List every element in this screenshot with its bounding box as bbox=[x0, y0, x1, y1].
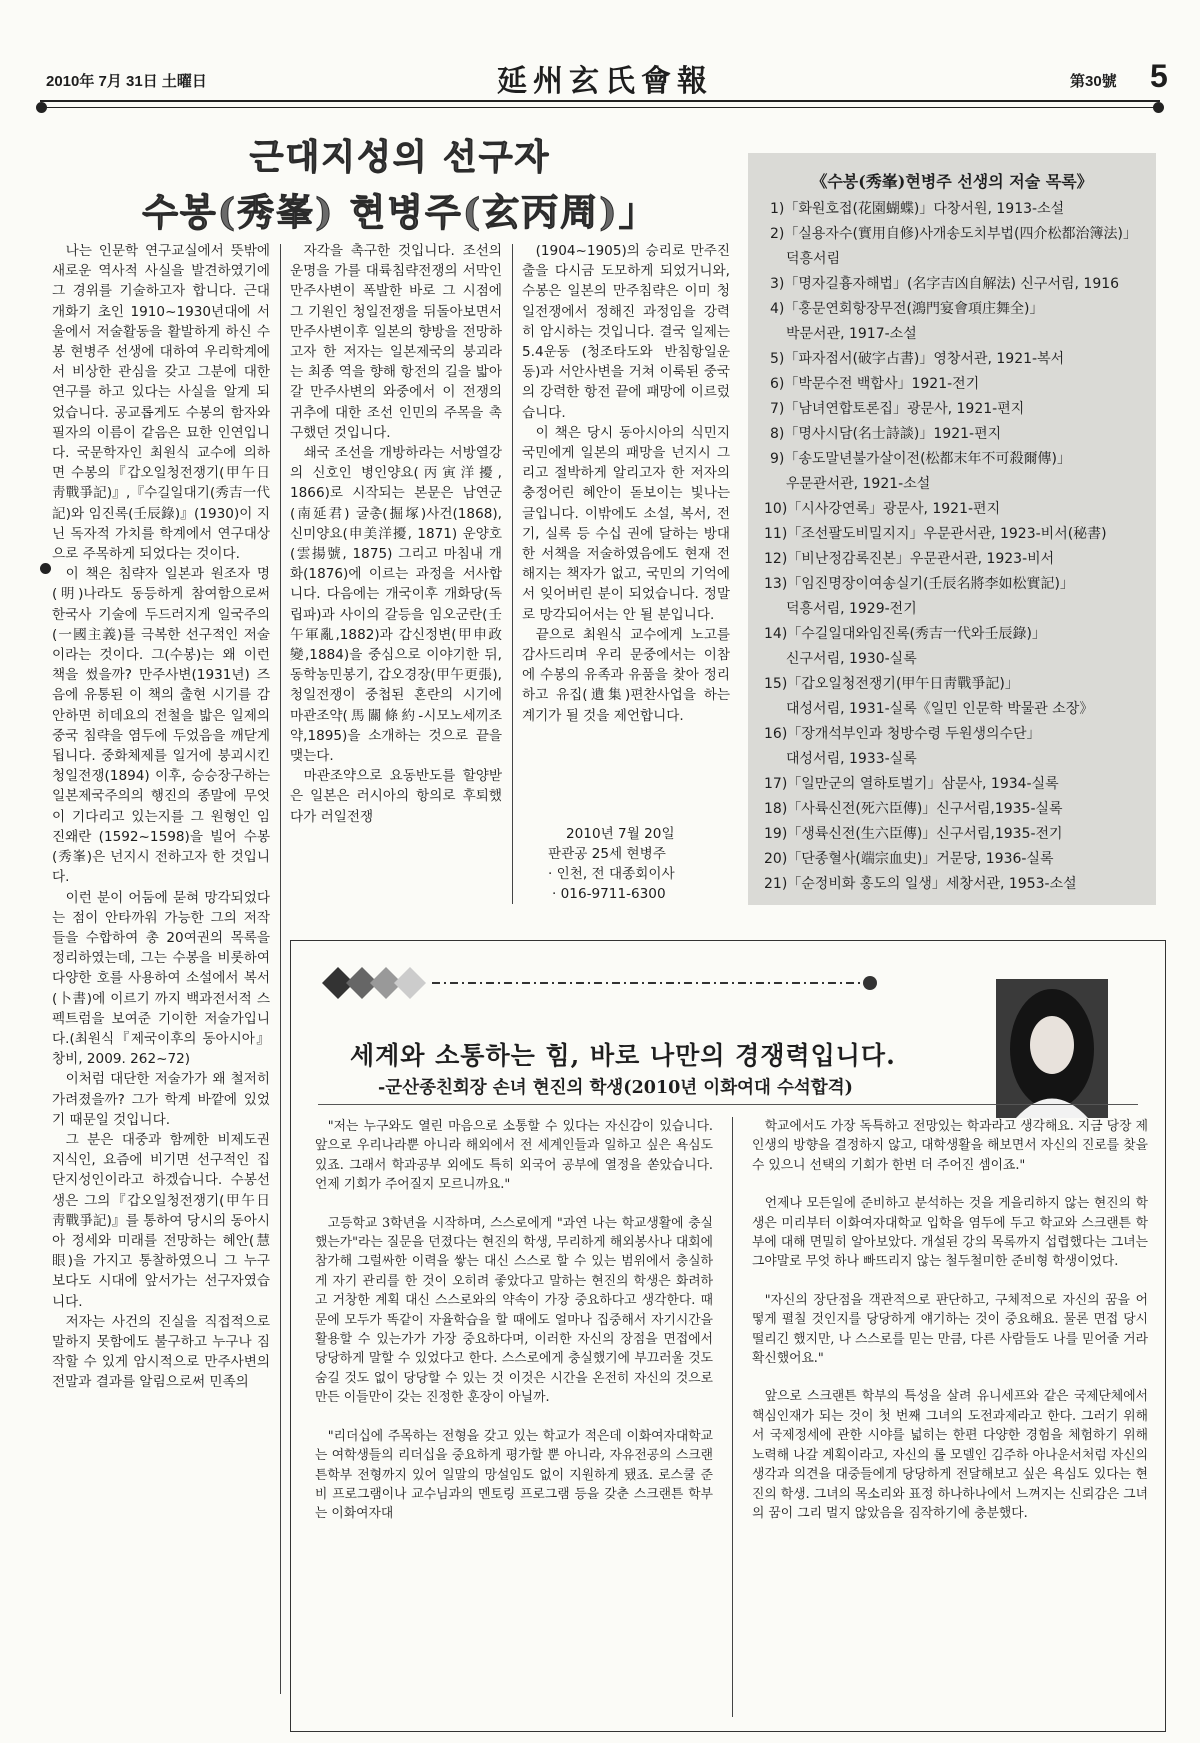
article-paragraph: (1904~1905)의 승리로 만주진출을 다시금 도모하게 되었거니와, 수봉은 일본의 만주침략은 이미 청일전쟁에서 정해진 과정임을 강력히 암시하는 것입니다. 결국 일제는 5.4운동 (청조타도와 반침항일운동)과 서안사변을 거쳐 이룩된 중국의 강력한 항전 끝에 패망에 이르렀습니다. bbox=[522, 243, 730, 421]
article-paragraph: 이 책은 침략자 일본과 원조자 명(明)나라도 동등하게 참여함으로써 한국사 기술에 두드러지게 일국주의(一國主義)를 극복한 선구적인 저술이라는 것이다. 그(수봉)는 왜 이런 책을 썼을까? 만주사변(1931년) 즈음에 유통된 이 책의 출현 시기를 감안하면 히데요의 전철을 밟은 일제의 중국 침략을 염두에 두었음을 깨닫게 됩니다. 중화체제를 일거에 붕괴시킨 청일전쟁(1894) 이후, 승승장구하는 일본제국주의의 행진의 종말에 무엇이 기다리고 있는지를 그 원형인 임진왜란 (1592~1598)을 빌어 수봉(秀峯)은 넌지시 전하고자 한 것입니다. bbox=[52, 566, 270, 886]
issue-date: 2010年 7月 31日 土曜日 bbox=[46, 73, 207, 90]
works-item: 1)「화원호접(花園蝴蝶)」다창서원, 1913-소설 bbox=[770, 201, 1065, 217]
works-item: 덕흥서림, 1929-전기 bbox=[786, 601, 917, 617]
works-list-title: 《수봉(秀峯)현병주 선생의 저술 목록》 bbox=[811, 172, 1093, 191]
works-item: 대성서림, 1931-실록《일민 인문학 박물관 소장》 bbox=[786, 701, 1094, 717]
interview-paragraph: 앞으로 스크랜튼 학부의 특성을 살려 유니세프와 같은 국제단체에서 핵심인재가 되는 것이 첫 번째 그녀의 도전과제라고 한다. 그러기 위해서 국제정세에 관한 시야를 넓히는 한편 다양한 경험을 체험하기 위해 노력해 나갈 계획이라고, 자신의 롤 모델인 김주하 아나운서처럼 자신의 생각과 의견을 대중들에게 당당하게 전달해보고 싶은 욕심도 있다는 현진의 학생. 그녀의 목소리와 표정 하나하나에서 느껴지는 신뢰감은 그녀의 꿈이 그리 멀지 않았음을 짐작하기에 충분했다. bbox=[752, 1389, 1148, 1521]
works-item: 박문서관, 1917-소설 bbox=[786, 326, 917, 342]
interview-paragraph: 학교에서도 가장 독특하고 전망있는 학과라고 생각해요. 지금 당장 제 인생의 방향을 결정하지 않고, 대학생활을 해보면서 자신의 진로를 찾을 수 있으니 선택의 기회가 한번 더 주어진 셈이죠." bbox=[752, 1119, 1148, 1173]
works-item: 16)「장개석부인과 청방수령 두원생의수단」 bbox=[764, 726, 1041, 742]
interview-subheadline: -군산종친회장 손녀 현진의 학생(2010년 이화여대 수석합격) bbox=[378, 1078, 853, 1098]
signature-name: 판관공 25세 현병주 bbox=[548, 846, 666, 862]
article-paragraph: 자각을 촉구한 것입니다. 조선의 운명을 가를 대륙침략전쟁의 서막인 만주사변이 폭발한 바로 그 시점에 그 기원인 청일전쟁을 뒤돌아보면서 만주사변이후 일본의 향방을 전망하고자 한 저자는 일본제국의 붕괴라는 최종 역을 향해 항전의 길을 밟아갈 만주사변의 와중에서 이 전쟁의 귀추에 대한 조선 인민의 주목을 촉구했던 것입니다. bbox=[290, 243, 502, 441]
rule-dot-right bbox=[1153, 102, 1164, 113]
article-paragraph: 그 분은 대중과 함께한 비제도권 지식인, 요즘에 비기면 선구적인 집단지성인이라고 하겠습니다. 수봉선생은 그의『갑오일청전쟁기(甲午日靑戰爭記)』를 통하여 당시의 동아시아 정세와 미래를 전망하는 혜안(慧眼)을 가지고 통찰하였으니 그 누구보다도 시대에 앞서가는 선구자였습니다. bbox=[52, 1131, 270, 1310]
works-item: 9)「송도말년불가살이전(松都末年不可殺爾傳)」 bbox=[770, 451, 1072, 467]
works-item: 17)「일만군의 열하토벌기」삼문사, 1934-실록 bbox=[764, 776, 1059, 792]
article-column-3 bbox=[522, 241, 730, 726]
works-item: 10)「시사강연록」광문사, 1921-편지 bbox=[764, 501, 1001, 517]
interview-rule bbox=[318, 1104, 1138, 1105]
column-marker-dot bbox=[40, 563, 51, 574]
article-paragraph: 나는 인문학 연구교실에서 뜻밖에 새로운 역사적 사실을 발견하였기에 그 경위를 기술하고자 합니다. 근대 개화기 초인 1910~1930년대에 서울에서 저술활동을 활발하게 하신 수봉 현병주 선생에 대하여 우리학계에서 비상한 관심을 갖고 그분에 대한 연구를 하고 있다는 사실을 알게 되었습니다. 공교롭게도 수봉의 함자와 필자의 이름이 같음은 묘한 인연입니다. 국문학자인 최원식 교수에 의하면 수봉의『갑오일청전쟁기(甲午日靑戰爭記)』,『수길일대기(秀吉一代記)와 임진록(壬辰錄)』(1930)이 지닌 독자적 가치를 학계에서 연구대상으로 주목하게 되었다는 것이다. bbox=[52, 243, 270, 563]
works-item: 2)「실용자수(實用自修)사개송도치부법(四介松都治簿法)」 bbox=[770, 226, 1137, 242]
article-paragraph: 이런 분이 어둠에 묻혀 망각되었다는 점이 안타까워 가능한 그의 저작들을 수합하여 총 20여권의 목록을 정리하였는데, 그는 수봉을 비롯하여 다양한 호를 사용하여 소설에서 복서(卜書)에 이르기 까지 백과전서적 스펙트럼을 보여준 기이한 저술가입니다.(최원식『제국이후의 동아시아』창비, 2009. 262~72) bbox=[52, 889, 270, 1068]
works-item: 우문관서관, 1921-소설 bbox=[786, 476, 931, 492]
works-item: 6)「박문수전 백합사」1921-전기 bbox=[770, 376, 980, 392]
works-item: 신구서림, 1930-실록 bbox=[786, 651, 917, 667]
article-paragraph: 이처럼 대단한 저술가가 왜 철저히 가려졌을까? 그가 학계 바깥에 있었기 때문일 것입니다. bbox=[52, 1071, 270, 1128]
article-paragraph: 끝으로 최원식 교수에게 노고를 감사드리며 우리 문중에서는 이참에 수봉의 유족과 유품을 찾아 정리하고 유집(遺集)편찬사업을 하는 계기가 될 것을 제언합니다. bbox=[522, 626, 730, 724]
interview-paragraph: "리더십에 주목하는 전형을 갖고 있는 학교가 적은데 이화여자대학교는 여학생들의 리더십을 중요하게 평가할 뿐 아니라, 자유전공의 스크랜튼학부 전형까지 있어 일말의 망설임도 없이 지원하게 됐죠. 로스쿨 준비 프로그램이나 교수님과의 멘토링 프로그램 등을 갖춘 스크랜튼 학부는 이화여자대 bbox=[315, 1428, 713, 1522]
works-item: 4)「홍문연회항장무전(鴻門宴會項庄舞全)」 bbox=[770, 301, 1044, 317]
interview-paragraph: 언제나 모든일에 준비하고 분석하는 것을 게을리하지 않는 현진의 학생은 미리부터 이화여자대학교 입학을 염두에 두고 학교와 스크랜튼 학부에 대해 면밀히 알아보았다. 개설된 강의 목록까지 섭렵했다는 그녀는 그야말로 무엇 하나 빠뜨리지 않는 철두철미한 준비형 학생이었다. bbox=[752, 1196, 1148, 1270]
article-headline-line2: 수봉(秀峯) 현병주(玄丙周)」 bbox=[142, 190, 658, 234]
works-item: 3)「명자길흉자해법」(名字吉凶自解法) 신구서림, 1916 bbox=[770, 276, 1120, 292]
newspaper-title: 延州玄氏會報 bbox=[497, 64, 713, 99]
interview-column-2 bbox=[752, 1117, 1148, 1542]
signature-phone: · 016-9711-6300 bbox=[552, 886, 666, 902]
signature-info: · 인천, 전 대종회이사 bbox=[548, 866, 675, 882]
article-headline-line1: 근대지성의 선구자 bbox=[249, 137, 551, 178]
works-item: 21)「순정비화 홍도의 일생」세창서관, 1953-소설 bbox=[764, 876, 1077, 892]
works-item: 덕흥서림 bbox=[786, 251, 841, 267]
student-portrait-photo bbox=[996, 979, 1108, 1118]
header-rule-thin bbox=[40, 107, 1160, 108]
decorative-diamond-rule bbox=[320, 965, 880, 1001]
interview-column-1 bbox=[315, 1117, 713, 1543]
page-number: 5 bbox=[1150, 58, 1168, 94]
works-item: 13)「임진명장이여송실기(壬辰名將李如松實記)」 bbox=[764, 576, 1074, 592]
works-item: 20)「단종혈사(端宗血史)」거문당, 1936-실록 bbox=[764, 851, 1054, 867]
works-item: 12)「비난정감록진본」우문관서관, 1923-비서 bbox=[764, 551, 1055, 567]
signature-date: 2010년 7월 20일 bbox=[566, 826, 675, 842]
works-item: 19)「생륙신전(生六臣傳)」신구서림,1935-전기 bbox=[764, 826, 1063, 842]
article-paragraph: 마관조약으로 요동반도를 할양받은 일본은 러시아의 항의로 후퇴했다가 러일전쟁 bbox=[290, 768, 502, 825]
header-rule bbox=[40, 100, 1160, 102]
works-item: 8)「명사시담(名士詩談)」1921-편지 bbox=[770, 426, 1002, 442]
interview-headline: 세계와 소통하는 힘, 바로 나만의 경쟁력입니다. bbox=[350, 1041, 896, 1070]
rule-dot-left bbox=[36, 102, 47, 113]
column-separator bbox=[280, 244, 281, 1694]
works-item: 14)「수길일대와임진록(秀吉一代와壬辰錄)」 bbox=[764, 626, 1046, 642]
article-column-2 bbox=[290, 241, 502, 827]
works-item: 7)「남녀연합토론집」광문사, 1921-편지 bbox=[770, 401, 1025, 417]
issue-number: 第30號 bbox=[1070, 73, 1117, 90]
interview-paragraph: 고등학교 3학년을 시작하며, 스스로에게 "과연 나는 학교생활에 충실 했는가"라는 질문을 던졌다는 현진의 학생, 무리하게 해외봉사나 대회에 참가해 그럴싸한 이력을 쌓는 대신 스스로 할 수 있는 범위에서 충실하게 자기 관리를 한 것이 오히려 좋았다고 말하는 현진의 학생은 화려하고 거창한 계획 대신 스스로와의 약속이 가장 중요하다고 생각한다. 때문에 모두가 똑같이 자율학습을 할 때에도 얼마나 집중해서 자기시간을 활용할 수 있는가가 가장 중요하다며, 이러한 자신의 장점을 면접에서 당당하게 말할 수 있었다고 한다. 스스로에게 충실했기에 부끄러울 것도 숨길 것도 없이 당당할 수 있는 것 이것은 시간을 온전히 자신의 것으로 만든 이들만이 갖는 진정한 훈장이 아닐까. bbox=[315, 1215, 713, 1406]
interview-paragraph: "저는 누구와도 열린 마음으로 소통할 수 있다는 자신감이 있습니다. 앞으로 우리나라뿐 아니라 해외에서 전 세계인들과 일하고 싶은 욕심도 있죠. 그래서 학과공부 외에도 특히 외국어 공부에 열정을 쏟았습니다. 언제 기회가 주어질지 모르니까요." bbox=[315, 1119, 713, 1193]
article-paragraph: 쇄국 조선을 개방하라는 서방열강의 신호인 병인양요(丙寅洋擾, 1866)로 시작되는 본문은 남연군(南延君) 굴총(掘塚)사건(1868), 신미양요(申美洋擾, 1871) 운양호(雲揚號, 1875) 그리고 마침내 개화(1876)에 이르는 과정을 서사합니다. 다음에는 개국이후 개화당(독립파)과 사이의 갈등을 임오군란(壬午軍亂,1882)과 갑신정변(甲申政變,1884)을 중심으로 이야기한 뒤, 동학농민봉기, 갑오경장(甲午更張), 청일전쟁이 중첩된 혼란의 시기에 마관조약(馬關條約-시모노세끼조약,1895)을 소개하는 것으로 끝을 맺는다. bbox=[290, 445, 502, 765]
interview-paragraph: "자신의 장단점을 객관적으로 판단하고, 구체적으로 자신의 꿈을 어떻게 펼칠 것인지를 당당하게 얘기하는 것이 중요해요. 물론 면접 당시 떨리긴 했지만, 나 스스로를 믿는 만큼, 다른 사람들도 나를 믿어줄 거라 확신했어요." bbox=[752, 1292, 1148, 1367]
works-item: 11)「조선팔도비밀지지」우문관서관, 1923-비서(秘書) bbox=[764, 526, 1107, 542]
interview-column-separator bbox=[732, 1117, 733, 1717]
works-item: 대성서림, 1933-실록 bbox=[786, 751, 917, 767]
works-item: 5)「파자점서(破字占書)」영창서관, 1921-복서 bbox=[770, 351, 1065, 367]
works-item: 18)「사륙신전(死六臣傳)」신구서림,1935-실록 bbox=[764, 801, 1063, 817]
works-item: 15)「갑오일청전쟁기(甲午日靑戰爭記)」 bbox=[764, 676, 1019, 692]
article-paragraph: 이 책은 당시 동아시아의 식민지 국민에게 일본의 패망을 넌지시 그리고 절박하게 알리고자 한 저자의 충정어린 혜안이 돋보이는 빛나는 글입니다. 이밖에도 소설, 복서, 전기, 실록 등 수십 권에 달하는 방대한 서책을 저술하였음에도 현재 전해지는 책자가 없고, 국민의 기억에서 잊어버린 분이 되었습니다. 정말로 망각되어서는 안 될 분입니다. bbox=[522, 424, 730, 623]
article-paragraph: 저자는 사건의 진실을 직접적으로 말하지 못함에도 불구하고 누구나 짐작할 수 있게 암시적으로 만주사변의 전말과 결과를 알림으로써 민족의 bbox=[52, 1313, 270, 1391]
article-column-1 bbox=[52, 241, 270, 1393]
column-separator bbox=[512, 244, 513, 904]
